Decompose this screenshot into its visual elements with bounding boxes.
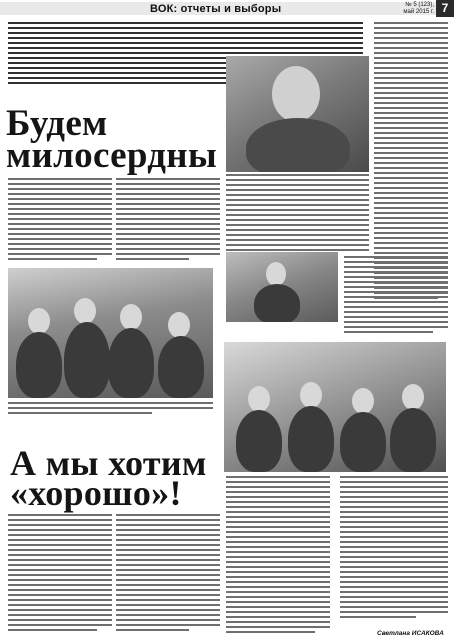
headline-2-text: А мы хотим «хорошо»!	[10, 443, 207, 513]
issue-date: май 2015 г.	[403, 9, 434, 15]
article-2-column-3	[226, 476, 330, 636]
article-1-column-1	[8, 178, 112, 263]
photo-group-1	[8, 268, 213, 398]
issue-info	[382, 2, 434, 16]
section-title: ВОК: отчеты и выборы	[150, 3, 282, 15]
article-1-column-2	[116, 178, 220, 263]
article-2-column-1	[8, 514, 112, 634]
author-signature: Светлана ИСАКОВА	[377, 630, 444, 637]
headline-1	[6, 103, 226, 176]
photo-portrait	[226, 56, 369, 172]
masthead	[0, 0, 454, 17]
page-number: 7	[436, 0, 454, 17]
photo-small	[226, 252, 338, 322]
issue-number: № 5 (123),	[405, 2, 434, 8]
article-1-column-5	[8, 402, 213, 417]
article-1-column-4	[344, 256, 448, 336]
photo-audience	[224, 342, 446, 472]
headline-2	[10, 443, 240, 513]
photo-caption-1	[226, 174, 369, 254]
headline-1-text: Будем милосердны	[6, 103, 218, 176]
article-2-column-2	[116, 514, 220, 634]
article-2-column-4	[340, 476, 448, 621]
